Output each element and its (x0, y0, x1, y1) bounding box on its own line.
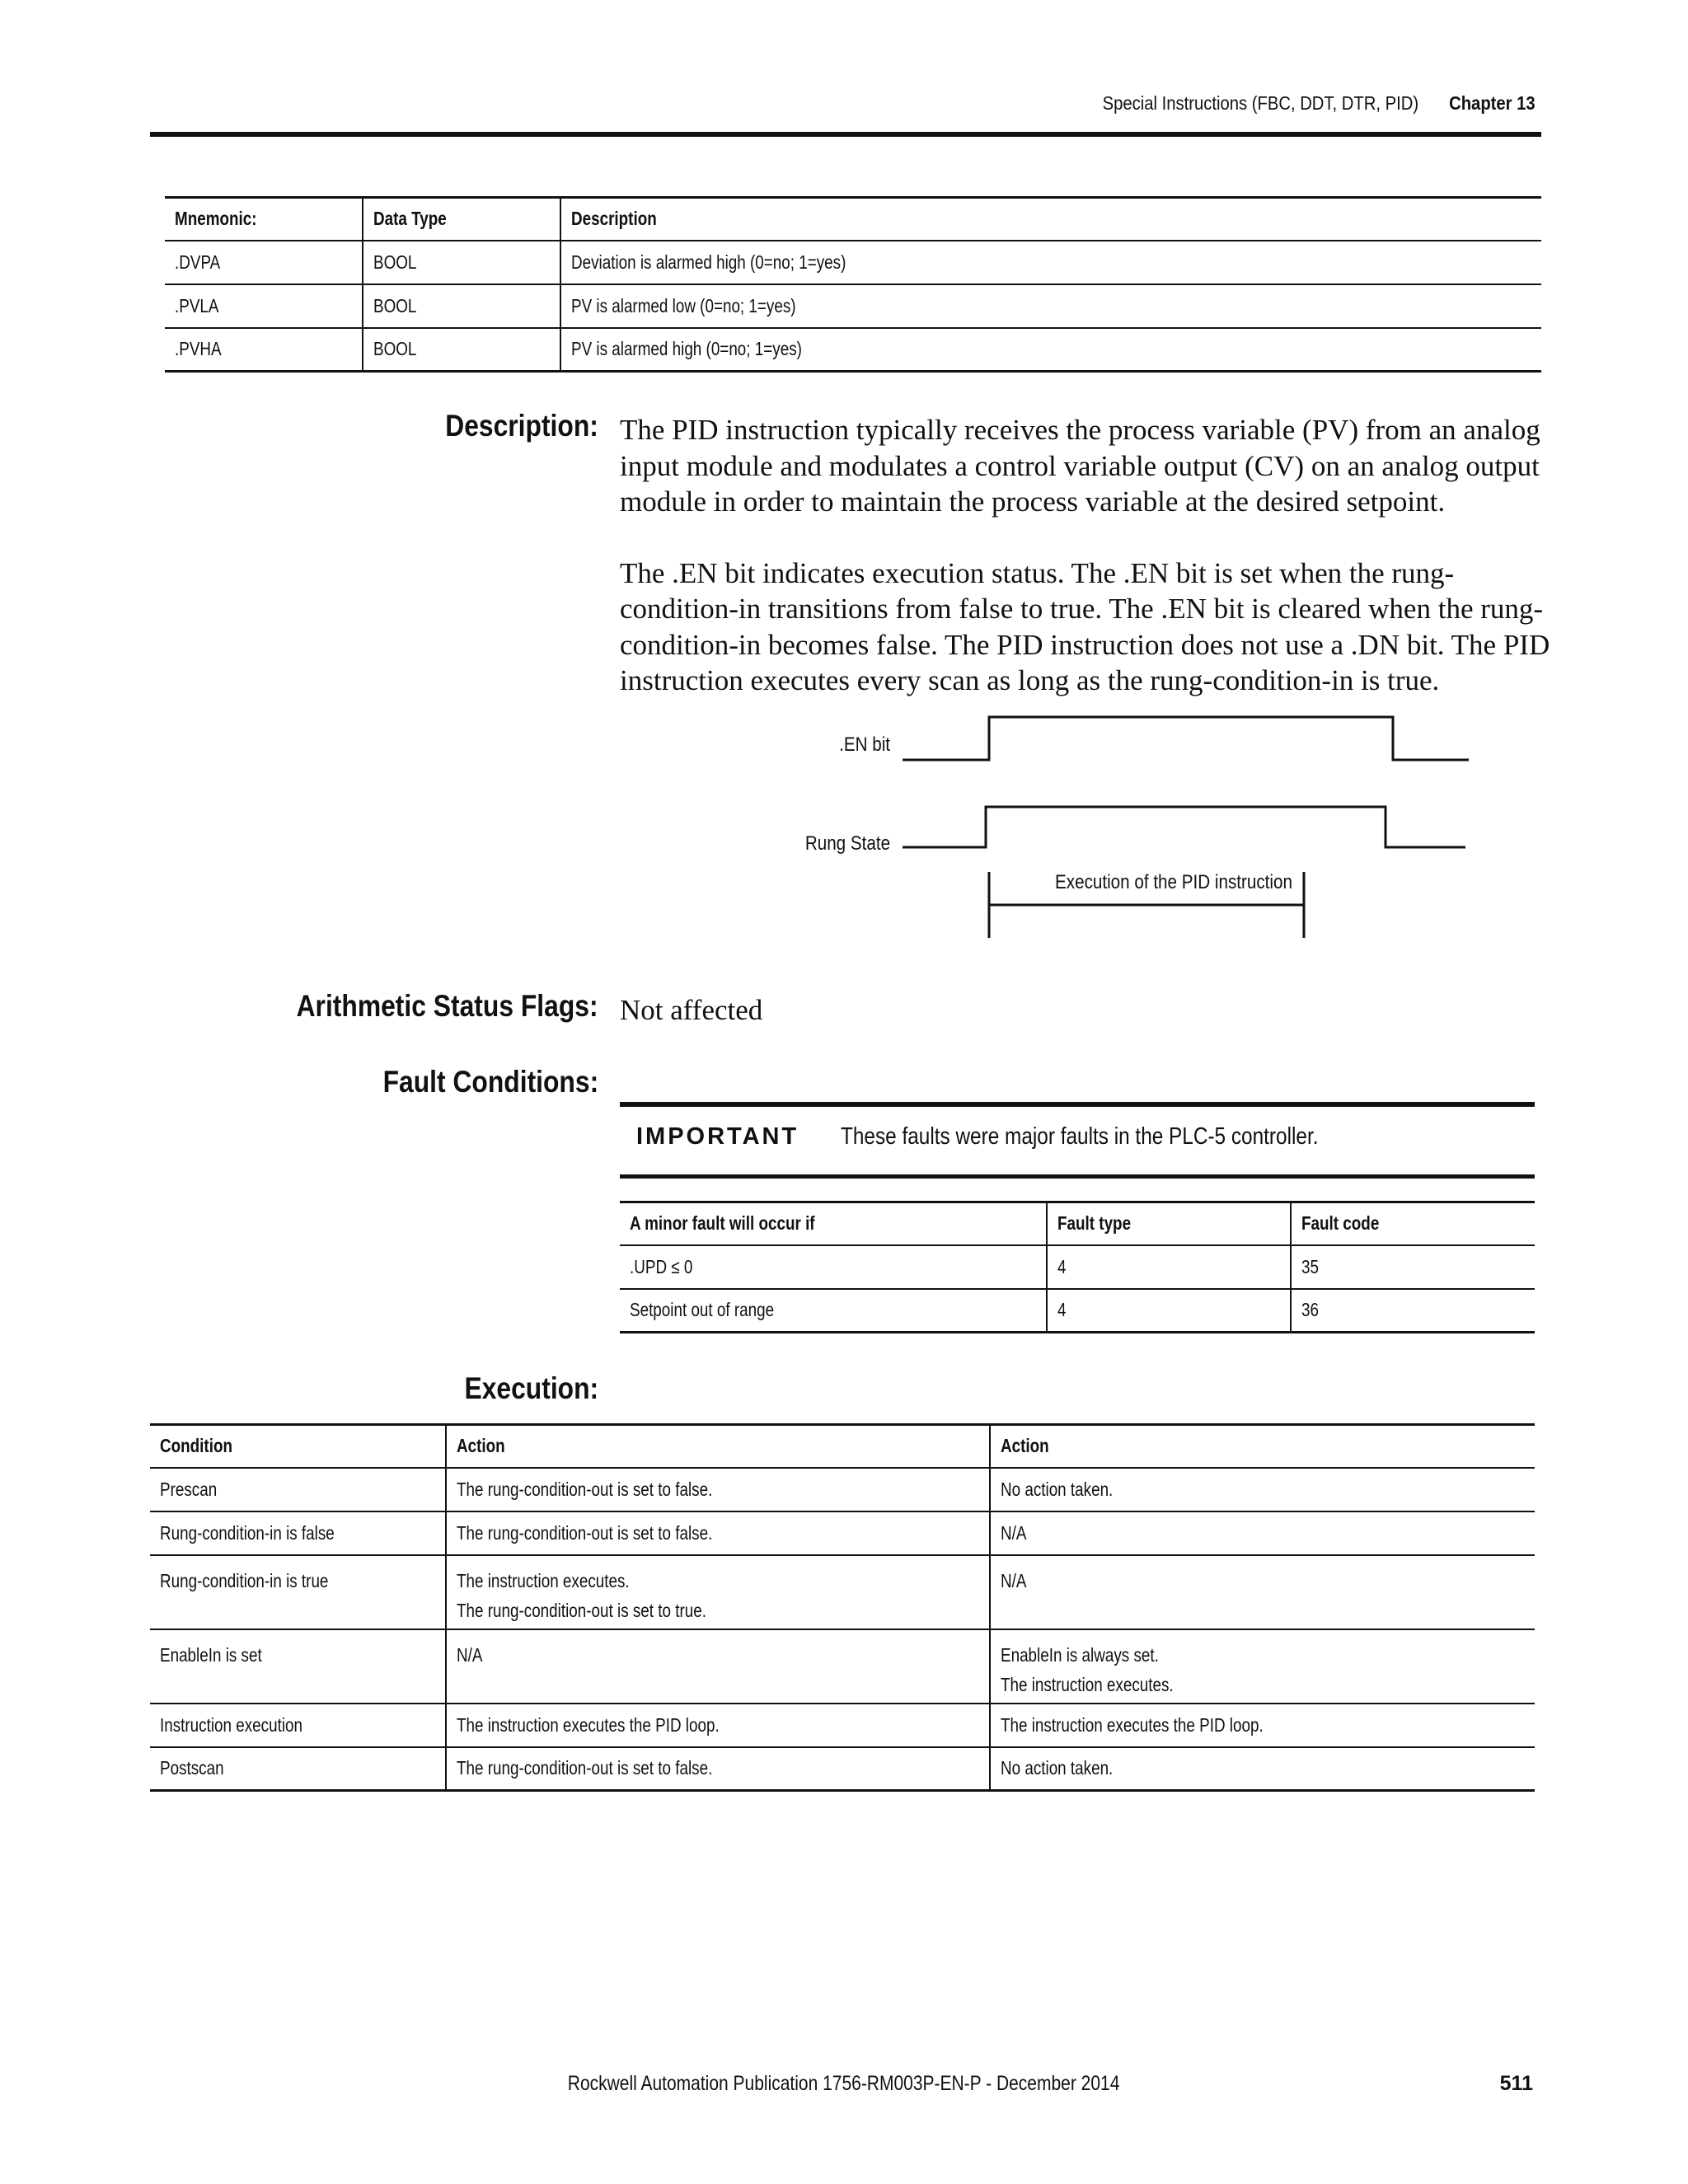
table-cell: PV is alarmed high (0=no; 1=yes) (560, 328, 1541, 372)
action-cell: N/A (990, 1555, 1535, 1629)
column-header: Data Type (363, 198, 560, 241)
table-cell: BOOL (363, 241, 560, 284)
header-chapter: Chapter 13 (1449, 92, 1536, 114)
table-row (620, 1245, 1535, 1289)
description-paragraph: The .EN bit indicates execution status. The .EN bit is set when the rung-condition-in transitions from false to true. The .EN bit is cleared when the rung-condition-in becomes false. The PID instruction does not use a .DN bit. The PID instruction executes every scan as long as the rung-condition-in is true. (620, 556, 1550, 696)
fault-conditions-heading: Fault Conditions: (382, 1065, 598, 1099)
table-header-row (150, 1425, 1535, 1468)
arithmetic-status-value: Not affected (620, 994, 763, 1026)
important-box (620, 1102, 1535, 1179)
table-row (620, 1289, 1535, 1333)
execution-span-label: Execution of the PID instruction (1055, 871, 1292, 893)
table-cell: 36 (1291, 1289, 1535, 1333)
description-heading: Description: (445, 409, 598, 443)
action-cell: EnableIn is always set. The instruction executes. (990, 1629, 1535, 1704)
table-row (150, 1629, 1535, 1704)
condition-cell: Rung-condition-in is true (150, 1555, 446, 1629)
table-cell: .DVPA (165, 241, 363, 284)
condition-cell: Rung-condition-in is false (150, 1511, 446, 1555)
table-row (150, 1704, 1535, 1747)
table-cell: 35 (1291, 1245, 1535, 1289)
table-row (150, 1511, 1535, 1555)
rung-state-waveform (903, 807, 1465, 847)
table-cell: Setpoint out of range (620, 1289, 1047, 1333)
en-bit-waveform (903, 717, 1469, 760)
action-cell: The rung-condition-out is set to false. (446, 1468, 990, 1511)
column-header: Action (990, 1425, 1535, 1468)
description-paragraph: The PID instruction typically receives the process variable (PV) from an analog input module and modulates a control variable output (CV) on an analog output module in order to maintain the process variable at the desired setpoint. (620, 414, 1540, 518)
header-section-title: Special Instructions (FBC, DDT, DTR, PID) (1102, 92, 1419, 114)
action-cell: N/A (446, 1629, 990, 1704)
table-cell: PV is alarmed low (0=no; 1=yes) (560, 284, 1541, 328)
table-cell: .PVHA (165, 328, 363, 372)
table-cell: 4 (1047, 1245, 1291, 1289)
page-number: 511 (1499, 2072, 1533, 2095)
condition-cell: Prescan (150, 1468, 446, 1511)
column-header: Description (560, 198, 1541, 241)
table-cell: 4 (1047, 1289, 1291, 1333)
table-row (150, 1468, 1535, 1511)
condition-cell: Postscan (150, 1747, 446, 1791)
column-header: Fault code (1291, 1202, 1535, 1245)
column-header: Mnemonic: (165, 198, 363, 241)
rung-state-label: Rung State (804, 832, 890, 855)
action-cell: The instruction executes the PID loop. (446, 1704, 990, 1747)
action-cell: The rung-condition-out is set to false. (446, 1747, 990, 1791)
action-cell: The rung-condition-out is set to false. (446, 1511, 990, 1555)
table-row (150, 1747, 1535, 1791)
table-header-row (620, 1202, 1535, 1245)
column-header: Condition (150, 1425, 446, 1468)
timing-diagram (0, 0, 1688, 989)
action-cell: N/A (990, 1511, 1535, 1555)
column-header: A minor fault will occur if (620, 1202, 1047, 1245)
action-cell: No action taken. (990, 1468, 1535, 1511)
action-cell: No action taken. (990, 1747, 1535, 1791)
table-cell: BOOL (363, 284, 560, 328)
execution-heading: Execution: (464, 1371, 598, 1405)
action-cell: The instruction executes. The rung-condition-out is set to true. (446, 1555, 990, 1629)
table-row (150, 1555, 1535, 1629)
important-text: These faults were major faults in the PLC-5 controller. (841, 1123, 1319, 1150)
condition-cell: Instruction execution (150, 1704, 446, 1747)
table-cell: .UPD ≤ 0 (620, 1245, 1047, 1289)
action-cell: The instruction executes the PID loop. (990, 1704, 1535, 1747)
arithmetic-status-heading: Arithmetic Status Flags: (297, 989, 598, 1023)
en-bit-label: .EN bit (839, 733, 890, 756)
footer-publication: Rockwell Automation Publication 1756-RM003P-EN-P - December 2014 (568, 2072, 1120, 2095)
fault-table (620, 1201, 1535, 1333)
execution-table (150, 1423, 1535, 1792)
condition-cell: EnableIn is set (150, 1629, 446, 1704)
important-label: IMPORTANT (636, 1123, 799, 1150)
column-header: Action (446, 1425, 990, 1468)
table-cell: Deviation is alarmed high (0=no; 1=yes) (560, 241, 1541, 284)
table-cell: BOOL (363, 328, 560, 372)
column-header: Fault type (1047, 1202, 1291, 1245)
table-cell: .PVLA (165, 284, 363, 328)
